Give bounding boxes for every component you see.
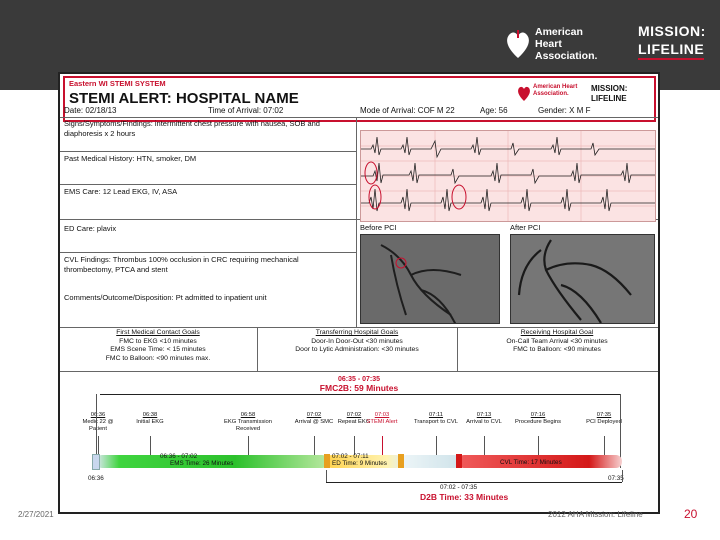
timeline-end: 07:35 xyxy=(608,475,624,482)
divider xyxy=(60,371,658,372)
age-field: Age: 56 xyxy=(480,106,508,115)
heart-torch-icon xyxy=(505,26,531,60)
footer-date: 2/27/2021 xyxy=(18,510,54,519)
event-label: Repeat EKG xyxy=(337,419,371,425)
event-time: 07:11 xyxy=(428,412,444,418)
ed-time-label: ED Time: 9 Minutes xyxy=(332,460,387,467)
receiving-goals xyxy=(458,329,656,369)
event-tick xyxy=(436,436,437,456)
event-tick xyxy=(248,436,249,456)
goal-line: EMS Scene Time: < 15 minutes xyxy=(110,346,206,353)
timeline-event xyxy=(74,412,122,433)
aha-line-1: American xyxy=(535,26,583,38)
goal-line: FMC to Balloon: <90 minutes xyxy=(513,346,601,353)
d2b-time: D2B Time: 33 Minutes xyxy=(420,492,509,502)
after-pci-angiogram xyxy=(510,234,655,324)
goals-title: Receiving Hospital Goal xyxy=(520,329,594,336)
transfer-bar xyxy=(400,455,460,468)
event-tick xyxy=(484,436,485,456)
event-tick xyxy=(314,436,315,456)
fmc2b-bracket xyxy=(100,394,620,395)
ekg-strip xyxy=(360,130,656,222)
ed-range-label: 07:02 - 07:11 xyxy=(332,453,369,460)
event-label: Initial EKG xyxy=(136,419,164,425)
inner-aha-text: American Heart Association. xyxy=(533,84,578,97)
event-tick xyxy=(382,436,383,456)
ml-line-1: MISSION: xyxy=(638,23,706,39)
event-time: 06:58 xyxy=(240,412,256,418)
event-time: 07:02 xyxy=(346,412,362,418)
heart-icon xyxy=(517,84,531,102)
goal-line: Door to Lytic Administration: <30 minutes xyxy=(295,346,419,353)
form-title: STEMI ALERT: HOSPITAL NAME xyxy=(69,90,299,107)
cvl-time-label: CVL Time: 17 Minutes xyxy=(500,459,562,466)
event-tick xyxy=(538,436,539,456)
gender-field: Gender: X M F xyxy=(538,106,591,115)
before-pci-angiogram xyxy=(360,234,500,324)
divider xyxy=(60,252,356,253)
timeline-event xyxy=(224,412,272,433)
timeline-event xyxy=(460,412,508,426)
page-number: 20 xyxy=(684,507,698,521)
timeline-event xyxy=(514,412,562,426)
divider xyxy=(60,117,658,118)
timeline-tick xyxy=(622,470,623,482)
goals-title: First Medical Contact Goals xyxy=(116,329,200,336)
event-time: 07:16 xyxy=(530,412,546,418)
cvl-marker xyxy=(456,454,462,468)
event-time: 07:03 xyxy=(374,412,390,418)
date-field: Date: 02/18/13 xyxy=(64,106,117,115)
event-tick xyxy=(604,436,605,456)
inner-ml-text: MISSION: LIFELINE xyxy=(591,84,628,103)
transferring-goals xyxy=(258,329,456,369)
fmc-goals xyxy=(60,329,256,369)
footer-source: 2012 AHA Mission: Lifeline xyxy=(548,510,643,519)
ml-line-2: LIFELINE xyxy=(638,40,704,60)
divider xyxy=(60,327,658,328)
event-label: Arrival @ SMC xyxy=(294,419,334,425)
ems-care-field: EMS Care: 12 Lead EKG, IV, ASA xyxy=(64,187,178,196)
after-pci-label: After PCI xyxy=(510,223,541,232)
cvl-findings-field: CVL Findings: Thrombus 100% occlusion in CRC requiring mechanical thrombectomy, PTCA and stent xyxy=(64,255,299,274)
goal-line: FMC to EKG <10 minutes xyxy=(119,337,197,345)
before-pci-label: Before PCI xyxy=(360,223,397,232)
start-marker xyxy=(92,454,100,470)
event-time: 06:38 xyxy=(142,412,158,418)
timeline-tick xyxy=(326,470,327,482)
event-label: STEMI Alert xyxy=(366,419,398,425)
timeline-start: 06:36 xyxy=(88,475,104,482)
timeline-event xyxy=(412,412,460,426)
event-label: PCI Deployed xyxy=(586,419,622,425)
medical-history-field: Past Medical History: HTN, smoker, DM xyxy=(64,154,197,163)
event-time: 07:35 xyxy=(596,412,612,418)
divider xyxy=(60,151,356,152)
signs-symptoms-field: Signs/Symptoms/Findings: intermittent chest pressure with nausea, SOB and diaphoresis x 2 hours xyxy=(64,119,320,138)
goal-line: On-Call Team Arrival <30 minutes xyxy=(506,337,608,345)
timeline-event xyxy=(358,412,406,426)
event-tick xyxy=(98,436,99,456)
ed-care-field: ED Care: plavix xyxy=(64,224,117,233)
timeline-event xyxy=(126,412,174,426)
ekg-waveform xyxy=(361,131,655,221)
d2b-bracket xyxy=(326,482,622,483)
system-name: Eastern WI STEMI SYSTEM xyxy=(69,79,166,88)
aha-logo xyxy=(505,22,625,66)
form-header xyxy=(63,76,656,122)
comments-field: Comments/Outcome/Disposition: Pt admitted to inpatient unit xyxy=(64,293,267,302)
timeline-range: 06:35 - 07:35 xyxy=(337,376,381,383)
goal-line: Door-In Door-Out <30 minutes xyxy=(311,337,403,345)
angiogram-image xyxy=(511,235,655,324)
goals-title: Transferring Hospital Goals xyxy=(315,329,399,336)
divider xyxy=(60,184,356,185)
event-time: 07:02 xyxy=(306,412,322,418)
mission-lifeline-logo xyxy=(638,22,718,66)
aha-line-2: Heart xyxy=(535,38,562,50)
d2b-range: 07:02 - 07:35 xyxy=(440,484,478,491)
transfer-marker xyxy=(398,454,404,468)
arrival-mode-field: Mode of Arrival: COF M 22 xyxy=(360,106,455,115)
event-label: EKG Transmission Received xyxy=(224,419,272,432)
event-label: Arrival to CVL xyxy=(466,419,502,425)
fmc2b-headline: FMC2B: 59 Minutes xyxy=(319,383,399,393)
divider xyxy=(356,117,357,327)
event-label: Procedure Begins xyxy=(514,419,562,425)
goal-line: FMC to Balloon: <90 minutes max. xyxy=(105,354,211,362)
event-label: Transport to CVL xyxy=(414,419,458,425)
ed-marker xyxy=(324,454,330,468)
arrival-time-field: Time of Arrival: 07:02 xyxy=(208,106,284,115)
event-time: 07:13 xyxy=(476,412,492,418)
aha-line-3: Association. xyxy=(535,50,598,62)
ems-time-label: EMS Time: 26 Minutes xyxy=(170,460,234,467)
angiogram-image xyxy=(361,235,500,324)
event-time: 06:36 xyxy=(90,412,106,418)
event-tick xyxy=(150,436,151,456)
ems-range-label: 06:36 - 07:02 xyxy=(160,453,198,460)
event-label: Medic 22 @ Patient xyxy=(82,419,114,432)
stemi-alert-form xyxy=(58,72,660,514)
aha-logo-text xyxy=(535,26,597,62)
